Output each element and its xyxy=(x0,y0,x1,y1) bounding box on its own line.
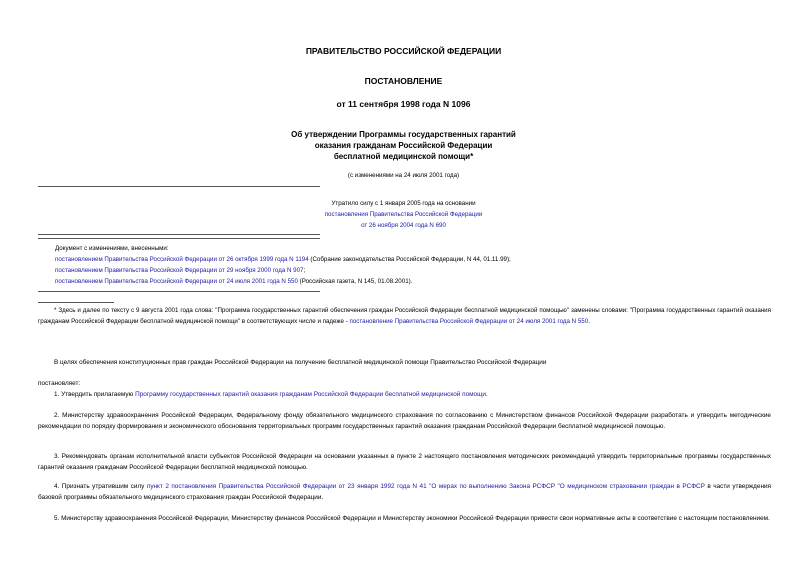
repealed-link[interactable]: пункт 2 постановления Правительства Российской Федерации от 23 января 1992 года N 41 "О мерах по выполнению Закона РСФСР "О медицинском страховании граждан в РСФСР xyxy=(146,483,705,490)
footnote-link[interactable]: постановление Правительства Российской Федерации от 24 июля 2001 года N 550 xyxy=(349,317,589,325)
change-tail-3: (Российская газета, N 145, 01.08.2001). xyxy=(297,278,413,285)
list-item xyxy=(55,276,775,287)
validity-link-line-2[interactable]: от 26 ноября 2004 года N 690 xyxy=(361,222,446,229)
paragraph-4-text: 4. Признать утратившим силу xyxy=(54,483,147,490)
separator-rule xyxy=(38,234,320,235)
change-link-1[interactable]: постановлением Правительства Российской Федерации от 26 октября 1999 года N 1194 xyxy=(55,256,309,263)
footnote-text: * Здесь и далее по тексту с 9 августа 2001 года слова: "Программа государственных гарантий обеспечения граждан Российской Федерации бесплатной медицинской помощью" заменены словами: "Программа государственных гарантий оказания гражданам Российской Федерации бесплатной медицинской помощи" в соответствующих числе и падеже - xyxy=(38,307,771,325)
paragraph-4 xyxy=(38,482,771,503)
paragraph-1-text: 1. Утвердить прилагаемую xyxy=(54,391,136,398)
footnote-rule xyxy=(38,302,114,303)
list-item xyxy=(55,265,775,276)
paragraph-1 xyxy=(38,390,771,401)
resolves-word: постановляет: xyxy=(38,380,81,387)
validity-text: Утратило силу с 1 января 2005 года на основании xyxy=(331,200,476,207)
government-heading: ПРАВИТЕЛЬСТВО РОССИЙСКОЙ ФЕДЕРАЦИИ xyxy=(305,46,502,56)
document-date-number: от 11 сентября 1998 года N 1096 xyxy=(336,99,471,109)
footnote xyxy=(38,306,771,327)
change-tail-2: ; xyxy=(303,267,306,274)
preamble: В целях обеспечения конституционных прав граждан Российской Федерации на получение бесплатной медицинской помощи Правительство Российской Федерации xyxy=(54,359,547,366)
change-link-2[interactable]: постановлением Правительства Российской Федерации от 29 ноября 2000 года N 907 xyxy=(55,267,304,274)
title-line-1: Об утверждении Программы государственных гарантий xyxy=(291,130,516,139)
paragraph-4-tail: в части утверждения базовой программы обязательного медицинского страхования граждан Российской Федерации. xyxy=(38,483,772,501)
change-tail-1: (Собрание законодательства Российской Федерации, N 44, 01.11.99); xyxy=(308,256,511,263)
title-line-3: бесплатной медицинской помощи* xyxy=(333,152,474,161)
validity-block xyxy=(0,198,807,231)
document-title xyxy=(0,129,807,162)
separator-rule xyxy=(38,238,320,239)
separator-rule xyxy=(38,186,320,187)
change-link-3[interactable]: постановлением Правительства Российской Федерации от 24 июля 2001 года N 550 xyxy=(55,278,298,285)
changes-intro: Документ с изменениями, внесенными: xyxy=(55,245,169,252)
list-item xyxy=(55,254,775,265)
amendment-note: (с изменениями на 24 июля 2001 года) xyxy=(347,172,460,179)
changes-block xyxy=(55,243,775,287)
paragraph-2: 2. Министерству здравоохранения Российской Федерации, Федеральному фонду обязательного медицинского страхования по согласованию с Министерством финансов Российской Федерации разработать и утвердить методические рекомендации по порядку формирования и экономического обоснования территориальных программ государственных гарантий оказания гражданам Российской Федерации бесплатной медицинской помощью. xyxy=(38,412,771,430)
footnote-tail: . xyxy=(588,317,590,325)
paragraph-1-tail: . xyxy=(485,391,488,398)
paragraph-5: 5. Министерству здравоохранения Российской Федерации, Министерству финансов Российской Федерации и Министерству экономики Российской Федерации привести свои нормативные акты в соответствие с настоящим постановлением. xyxy=(54,515,770,522)
program-link[interactable]: Программу государственных гарантий оказания гражданам Российской Федерации бесплатной медицинской помощи xyxy=(135,391,486,398)
separator-rule xyxy=(38,291,320,292)
paragraph-3: 3. Рекомендовать органам исполнительной власти субъектов Российской Федерации на основании указанных в пункте 2 настоящего постановления методических рекомендаций утвердить территориальные программы государственных гарантий оказания гражданам Российской Федерации бесплатной медицинской помощью. xyxy=(38,453,771,471)
title-line-2: оказания гражданам Российской Федерации xyxy=(314,141,493,150)
document-type: ПОСТАНОВЛЕНИЕ xyxy=(364,76,443,86)
validity-link-line-1[interactable]: постановления Правительства Российской Федерации xyxy=(324,211,483,218)
